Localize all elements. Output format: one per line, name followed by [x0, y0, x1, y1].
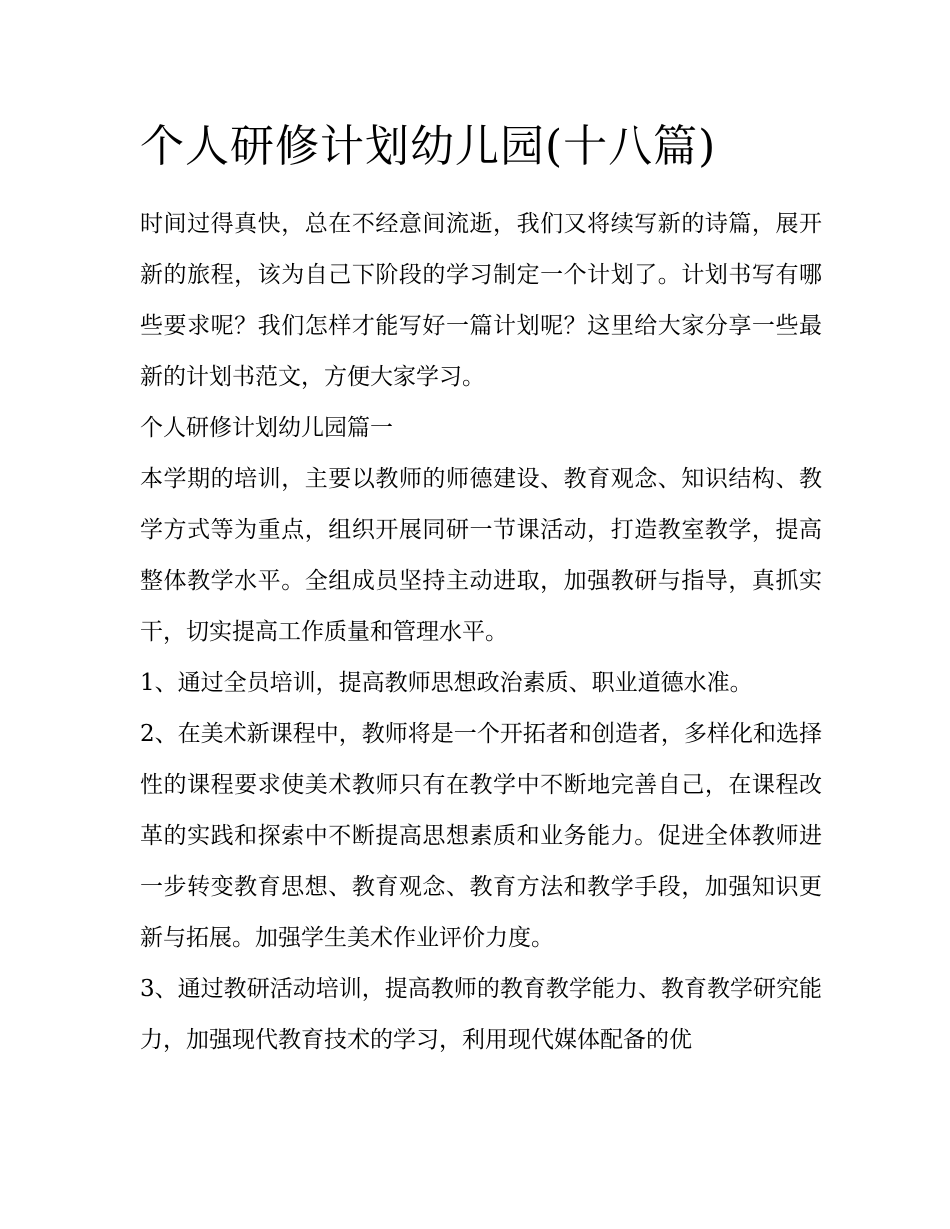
intro-paragraph: 时间过得真快，总在不经意间流逝，我们又将续写新的诗篇，展开新的旅程，该为自己下阶段的学习制定一个计划了。计划书写有哪些要求呢？我们怎样才能写好一篇计划呢？这里给大家分享一些最新的计划书范文，方便大家学习。 — [140, 211, 822, 390]
document-title: 个人研修计划幼儿园(十八篇) — [140, 121, 717, 172]
body-paragraph: 2、在美术新课程中，教师将是一个开拓者和创造者，多样化和选择性的课程要求使美术教师只有在教学中不断地完善自己，在课程改革的实践和探索中不断提高思想素质和业务能力。促进全体教师进一步转变教育思想、教育观念、教育方法和教学手段，加强知识更新与拓展。加强学生美术作业评价力度。 — [140, 721, 822, 951]
body-paragraph: 1、通过全员培训，提高教师思想政治素质、职业道德水准。 — [140, 670, 753, 696]
body-paragraph: 3、通过教研活动培训，提高教师的教育教学能力、教育教学研究能力，加强现代教育技术的学习，利用现代媒体配备的优 — [140, 976, 822, 1053]
section-heading: 个人研修计划幼儿园篇一 — [140, 415, 393, 441]
body-paragraph: 本学期的培训，主要以教师的师德建设、教育观念、知识结构、教学方式等为重点，组织开展同研一节课活动，打造教室教学，提高整体教学水平。全组成员坚持主动进取，加强教研与指导，真抓实干，切实提高工作质量和管理水平。 — [140, 466, 822, 645]
